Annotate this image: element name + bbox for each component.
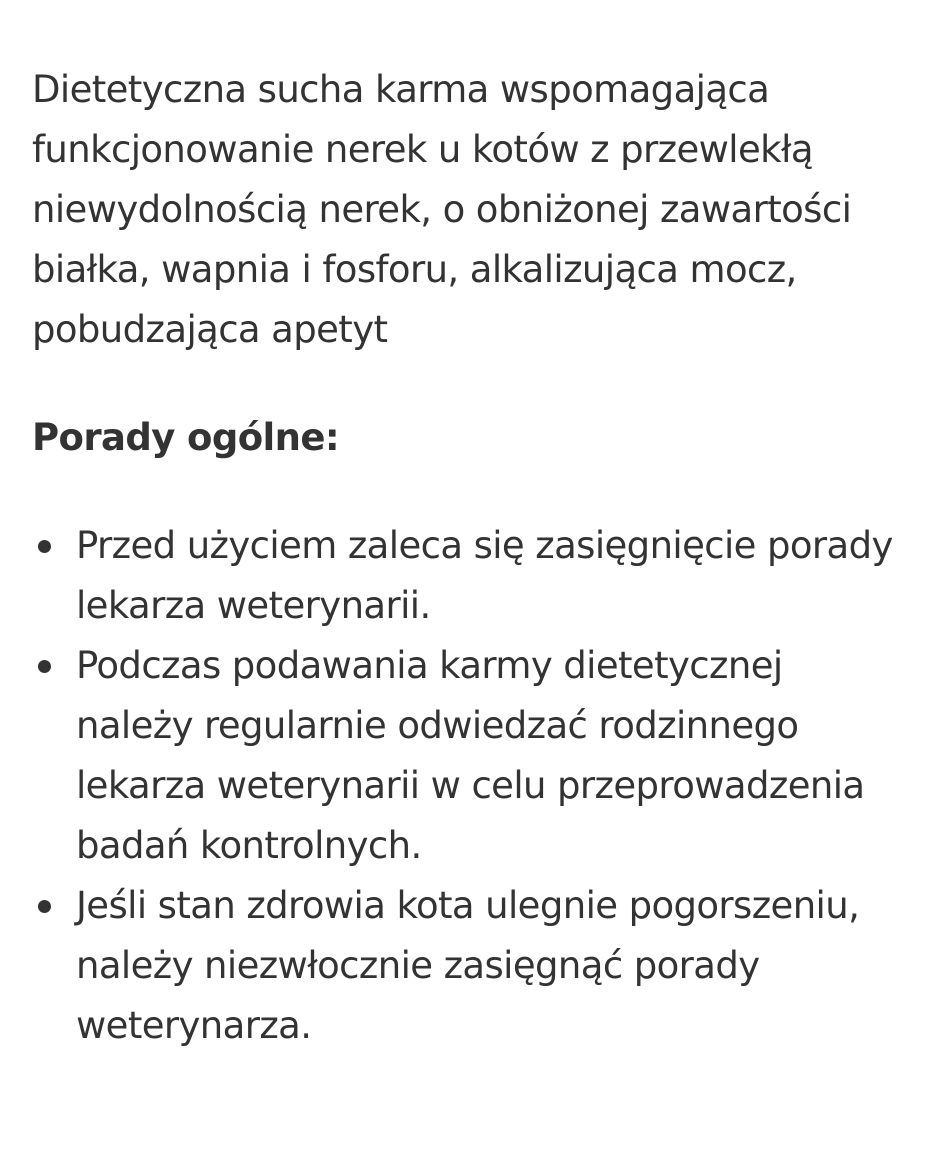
tip-text: Przed użyciem zaleca się zasięgnięcie porady lekarza weterynarii. [76, 524, 893, 627]
general-tips-heading: Porady ogólne: [32, 416, 340, 459]
list-item [32, 516, 902, 636]
product-description-section [32, 60, 902, 1056]
product-description: Dietetyczna sucha karma wspomagająca funkcjonowanie nerek u kotów z przewlekłą niewydolnością nerek, o obniżonej zawartości białka, wapnia i fosforu, alkalizująca mocz, pobudzająca apetyt [32, 68, 852, 351]
tip-text: Jeśli stan zdrowia kota ulegnie pogorszeniu, należy niezwłocznie zasięgnąć porady weterynarza. [76, 884, 860, 1047]
bullet-icon [38, 540, 51, 553]
tip-text: Podczas podawania karmy dietetycznej należy regularnie odwiedzać rodzinnego lekarza weterynarii w celu przeprowadzenia badań kontrolnych. [76, 644, 865, 867]
bullet-icon [38, 900, 51, 913]
general-tips-list [32, 516, 902, 1056]
bullet-icon [38, 660, 51, 673]
list-item [32, 636, 902, 876]
list-item [32, 876, 902, 1056]
